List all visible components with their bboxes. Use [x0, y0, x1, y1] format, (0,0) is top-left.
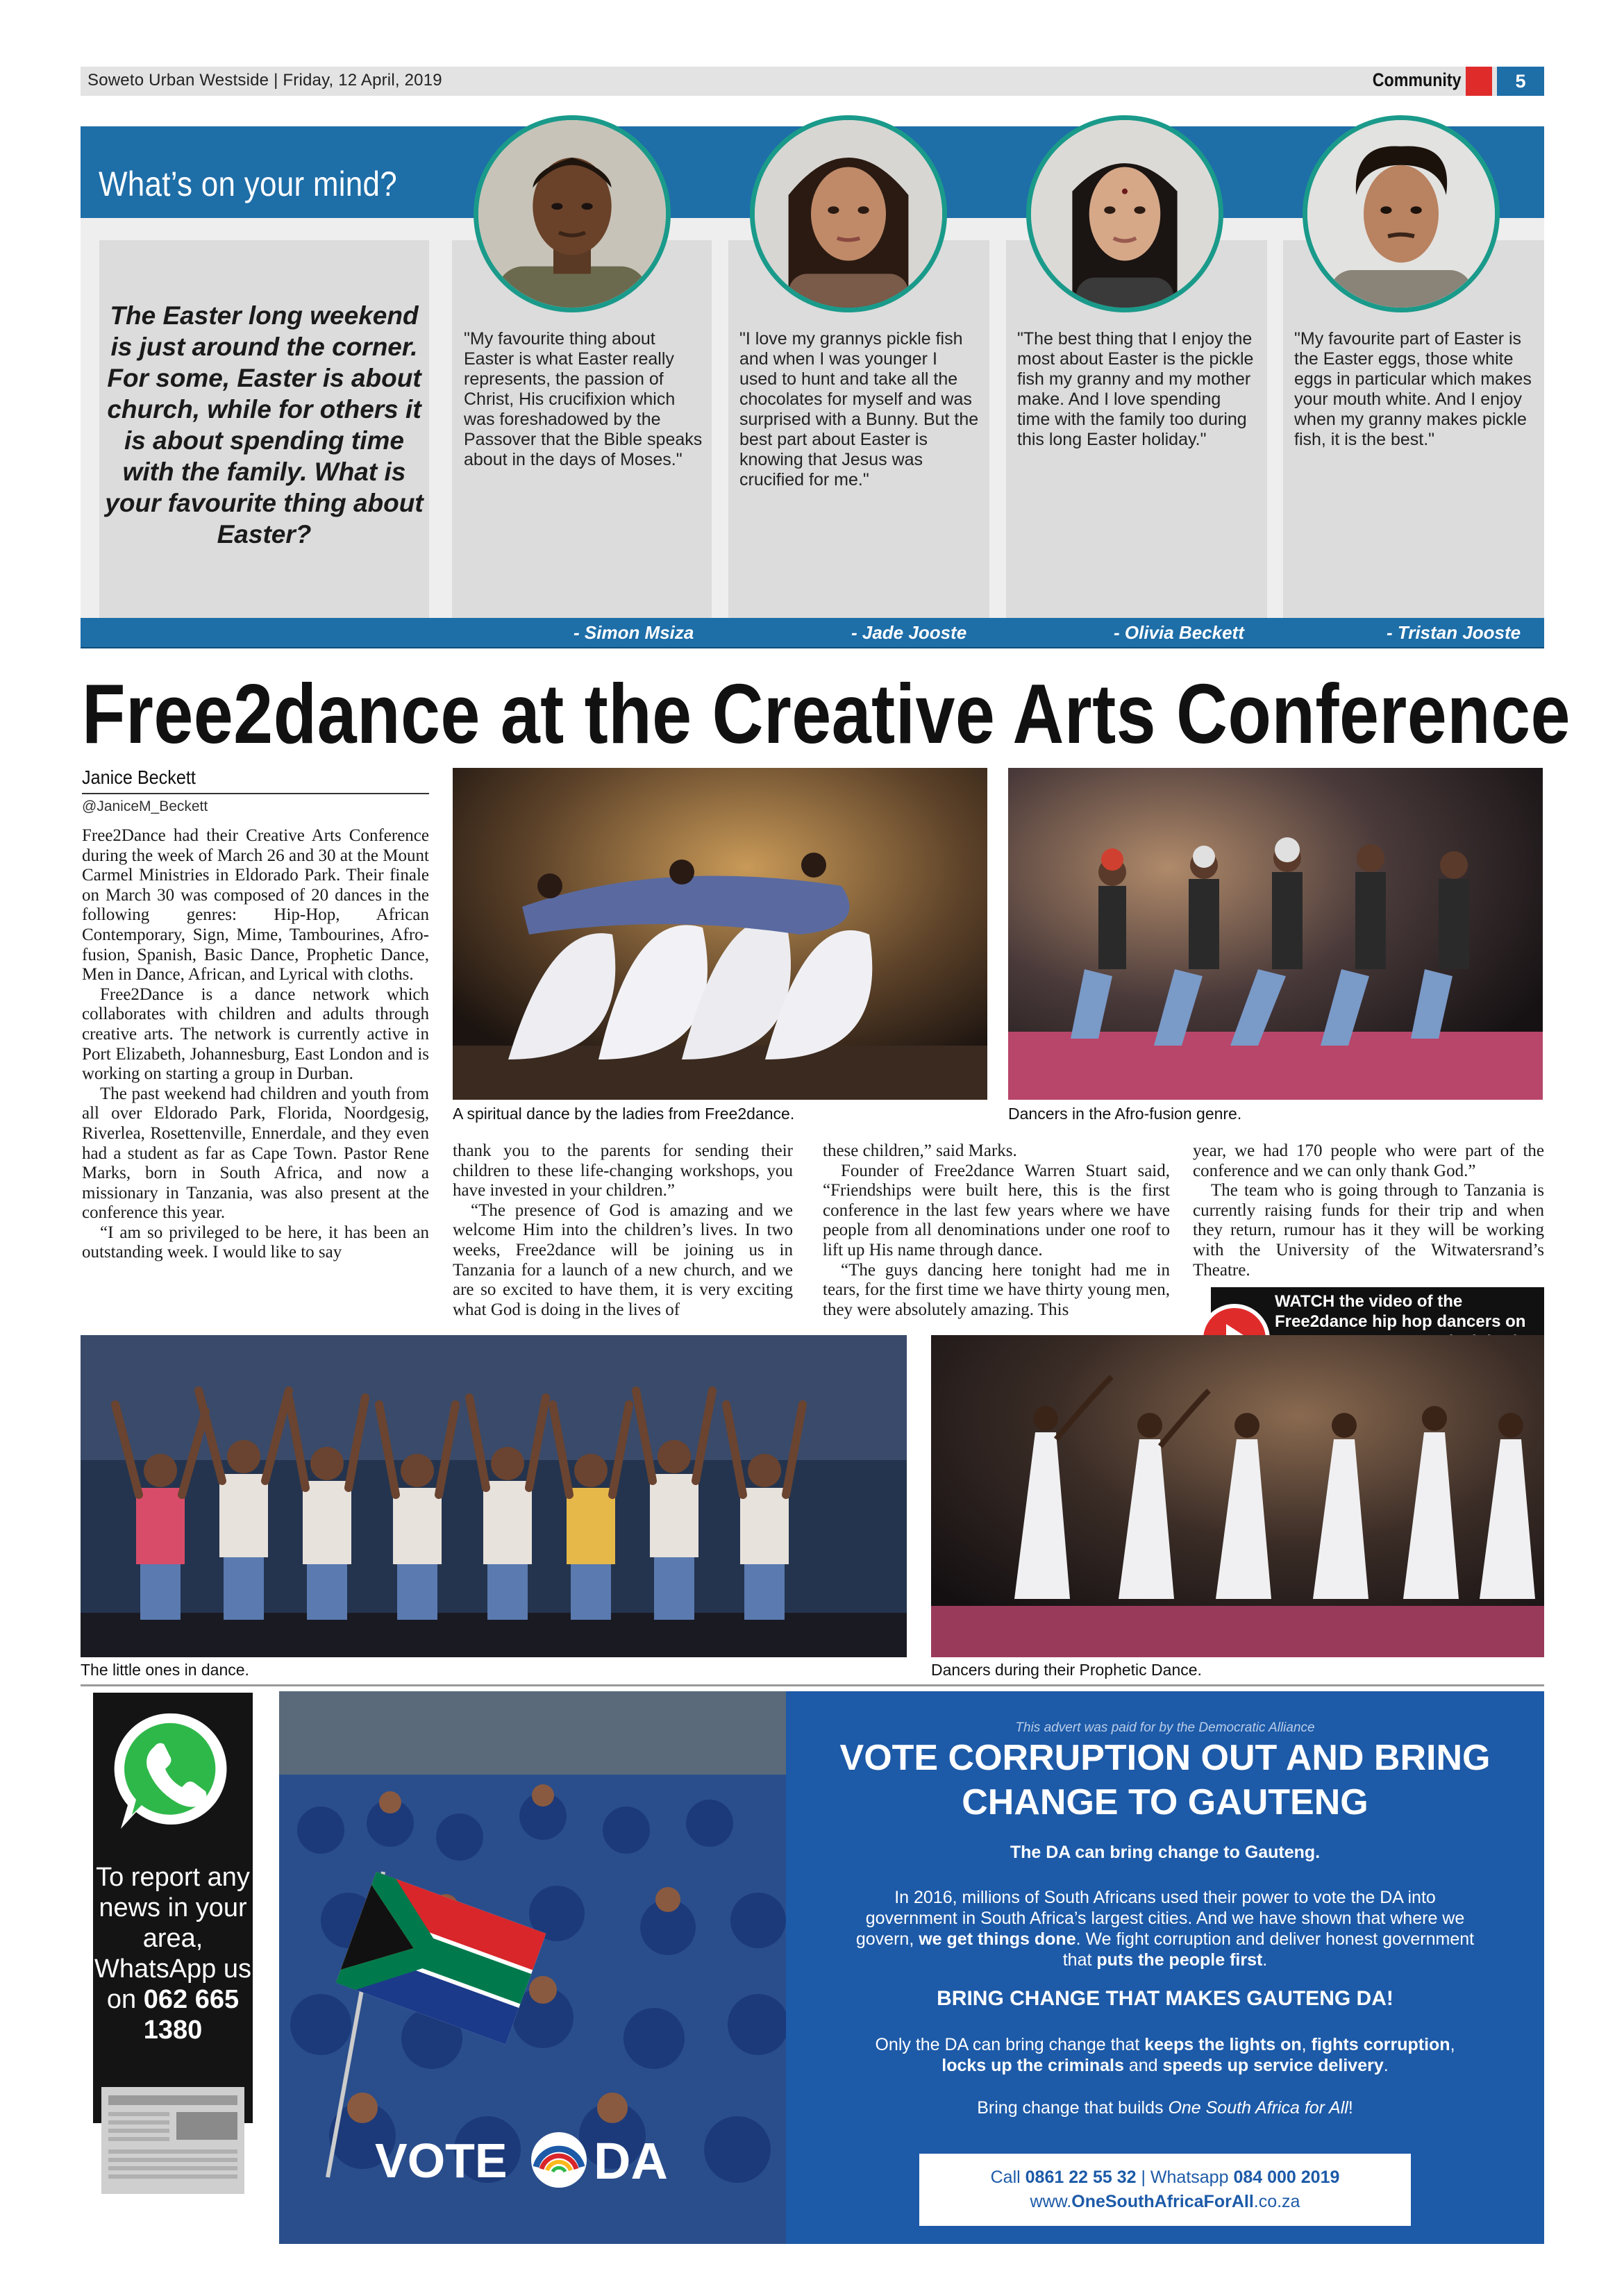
photo-caption: Dancers during their Prophetic Dance. — [931, 1661, 1202, 1679]
ad-website[interactable] — [919, 2192, 1411, 2212]
wom-quote-1: "My favourite thing about Easter is what Easter really represents, the passion of Christ, His crucifixion which was foreshadowed by the Passover that the Bible speaks about in the days of Moses." — [464, 329, 703, 469]
whatsapp-prompt: To report any news in your area, WhatsApp us on — [94, 1863, 251, 2014]
ad-text: . We fight corruption and deliver honest government that — [1062, 1929, 1475, 1970]
whatsapp-number: 062 665 1380 — [143, 1985, 240, 2045]
ad-contact-line — [919, 2168, 1411, 2188]
paragraph: Founder of Free2dance Warren Stuart said, “Friendships were built here, this is the first conference in the last few years where we have people from all denominations under one roof to lift up His name through dance. — [823, 1161, 1170, 1259]
vote-da-logo — [375, 2129, 694, 2191]
section-label: Community — [1372, 69, 1461, 90]
publication-line: Soweto Urban Westside | Friday, 12 April, 2019 — [87, 71, 442, 90]
ad-text: . — [1262, 1950, 1268, 1970]
ad-text: Only the DA can bring change that — [875, 2035, 1140, 2054]
ad-emphasis: puts the people first — [1096, 1950, 1263, 1970]
stage-photo-icon — [931, 1335, 1544, 1657]
photo-spiritual-dance — [453, 768, 987, 1100]
url-part: .co.za — [1253, 2192, 1300, 2211]
ad-subhead: The DA can bring change to Gauteng. — [1010, 1843, 1321, 1862]
avatar-olivia — [1026, 115, 1223, 312]
wom-name-1: - Simon Msiza — [574, 622, 694, 643]
portrait-icon — [1307, 120, 1495, 308]
da-word: DA — [594, 2132, 668, 2190]
photo-little-ones — [81, 1335, 907, 1657]
ad-slogan: One South Africa for All — [1168, 2098, 1348, 2118]
url-part: www. — [1030, 2192, 1072, 2211]
ad-emphasis: speeds up service delivery — [1162, 2056, 1384, 2075]
wom-name-4: - Tristan Jooste — [1387, 622, 1521, 643]
byline-divider — [82, 793, 429, 794]
ad-text: Bring change that builds — [977, 2098, 1164, 2118]
page-number: 5 — [1497, 67, 1544, 96]
ad-text: , — [1450, 2035, 1455, 2054]
whatsapp-label: | Whatsapp — [1141, 2168, 1229, 2187]
stage-photo-icon — [81, 1335, 907, 1657]
paragraph: year, we had 170 people who were part of the conference and we can only thank God.” — [1193, 1141, 1544, 1180]
ad-body — [854, 1887, 1476, 1970]
wom-title: What’s on your mind? — [99, 165, 398, 203]
article-author: Janice Beckett — [82, 766, 196, 788]
whatsapp-report-text — [93, 1862, 253, 2045]
avatar-tristan — [1303, 115, 1500, 312]
newspaper-icon — [101, 2087, 244, 2194]
article-column-2 — [453, 1141, 793, 1320]
ad-disclaimer: This advert was paid for by the Democratic Alliance — [1015, 1720, 1315, 1735]
ad-heading-2: BRING CHANGE THAT MAKES GAUTENG DA! — [937, 1987, 1393, 2010]
ad-emphasis: keeps the lights on — [1144, 2035, 1302, 2054]
ad-emphasis: we get things done — [919, 1929, 1076, 1949]
wom-name-3: - Olivia Beckett — [1114, 622, 1244, 643]
article-column-3 — [823, 1141, 1170, 1320]
url-part: OneSouthAfricaForAll — [1071, 2192, 1254, 2211]
paragraph: Free2Dance is a dance network which collaborates with children and adults through creative arts. The network is currently active in Port Elizabeth, Johannesburg, East London and is working on starting a group in Durban. — [82, 984, 429, 1084]
wom-name-2: - Jade Jooste — [851, 622, 967, 643]
stage-photo-icon — [1008, 768, 1543, 1100]
paragraph: The team who is going through to Tanzania is currently raising funds for their trip and when they return, rumour has it they will be working with the University of the Witwatersrand’s Theatre. — [1193, 1181, 1544, 1280]
photo-caption: Dancers in the Afro-fusion genre. — [1008, 1105, 1242, 1123]
watch-video-text[interactable]: WATCH the video of the Free2dance hip hop dancers on — [1275, 1292, 1526, 1331]
ad-whatsapp-number[interactable]: 084 000 2019 — [1233, 2168, 1340, 2187]
avatar-jade — [750, 115, 947, 312]
article-headline: Free2dance at the Creative Arts Conference — [82, 667, 1571, 761]
photo-prophetic-dance — [931, 1335, 1544, 1657]
paragraph: thank you to the parents for sending their children to these life-changing workshops, you have invested in your children.” — [453, 1141, 793, 1200]
portrait-icon — [478, 120, 666, 308]
ad-text: In 2016, millions of South Africans used their power to vote the DA into government in South Africa’s largest cities. And we have shown that where we govern, — [855, 1888, 1465, 1949]
photo-caption: A spiritual dance by the ladies from Free2dance. — [453, 1105, 795, 1123]
wom-quote-4: "My favourite part of Easter is the Easter eggs, those white eggs in particular which makes your mouth white. And I enjoy when my granny makes pickle fish, it is the best." — [1294, 329, 1532, 449]
paragraph: these children,” said Marks. — [823, 1141, 1017, 1160]
paragraph: “The presence of God is amazing and we welcome Him into the children’s lives. In two weeks, Free2dance will be joining us in Tanzania for a launch of a new church, and we are so excited to have them, it is very exciting what God is doing in the lives of — [453, 1200, 793, 1319]
wom-names-bar — [81, 618, 1544, 648]
wom-quote-2: "I love my grannys pickle fish and when I was younger I used to hunt and take all the chocolates for myself and was surprised with a Bunny. But the best part about Easter is knowing that Jesus was crucified for me." — [739, 329, 979, 489]
ad-contact-box — [919, 2154, 1411, 2226]
ad-headline: VOTE CORRUPTION OUT AND BRING CHANGE TO GAUTENG — [839, 1738, 1491, 1822]
ad-emphasis: locks up the criminals — [941, 2056, 1124, 2075]
ad-emphasis: fights corruption — [1311, 2035, 1450, 2054]
wom-quote-3: "The best thing that I enjoy the most about Easter is the pickle fish my granny and my mother make. And I love spending time with the family too during this long Easter holiday." — [1017, 329, 1254, 449]
article-handle: @JaniceM_Beckett — [82, 798, 208, 814]
paragraph: “The guys dancing here tonight had me in tears, for the first time we have thirty young men, they were absolutely amazing. This — [823, 1260, 1170, 1319]
paragraph: “I am so privileged to be here, it has been an outstanding week. I would like to say — [82, 1223, 429, 1262]
photo-afro-fusion — [1008, 768, 1543, 1100]
ad-text: . — [1383, 2056, 1389, 2075]
ad-text: ! — [1348, 2098, 1353, 2118]
call-label: Call — [990, 2168, 1021, 2187]
section-divider — [81, 1684, 1544, 1686]
paragraph: Free2Dance had their Creative Arts Conference during the week of March 26 and 30 at the Mount Carmel Ministries in Eldorado Park. Their finale on March 30 was composed of 20 dances in the following genres: Hip-Hop, African Contemporary, Sign, Mime, Tambourines, Afro-fusion, Spanish, Basic Dance, Prophetic Dance, Men in Dance, African, and Lyrical with cloths. — [82, 826, 429, 984]
section-marker — [1466, 67, 1492, 96]
page-header — [81, 67, 1544, 96]
avatar-simon — [474, 115, 671, 312]
call-number[interactable]: 0861 22 55 32 — [1025, 2168, 1137, 2187]
paragraph: The past weekend had children and youth from all over Eldorado Park, Florida, Noordgesig, Riverlea, Rosettenville, Ennerdale, and they even had a student as far as Cape Town. Pastor Rene Marks, born in South Africa, and now a missionary in Tanzania, was also present at the conference this year. — [82, 1084, 429, 1223]
whatsapp-icon — [104, 1701, 243, 1840]
ad-text: and — [1128, 2056, 1158, 2075]
portrait-icon — [1031, 120, 1219, 308]
photo-caption: The little ones in dance. — [81, 1661, 249, 1679]
ad-text: , — [1301, 2035, 1307, 2054]
article-column-1 — [82, 826, 429, 1263]
stage-photo-icon — [453, 768, 987, 1100]
vote-word: VOTE — [375, 2134, 508, 2188]
article-column-4 — [1193, 1141, 1544, 1280]
ad-body-2 — [854, 2034, 1476, 2076]
ad-body-3 — [786, 2098, 1544, 2118]
wom-intro-text: The Easter long weekend is just around the corner. For some, Easter is about church, while for others it is about spending time with the family. What is your favourite thing about Easter? — [105, 301, 424, 548]
portrait-icon — [755, 120, 942, 308]
